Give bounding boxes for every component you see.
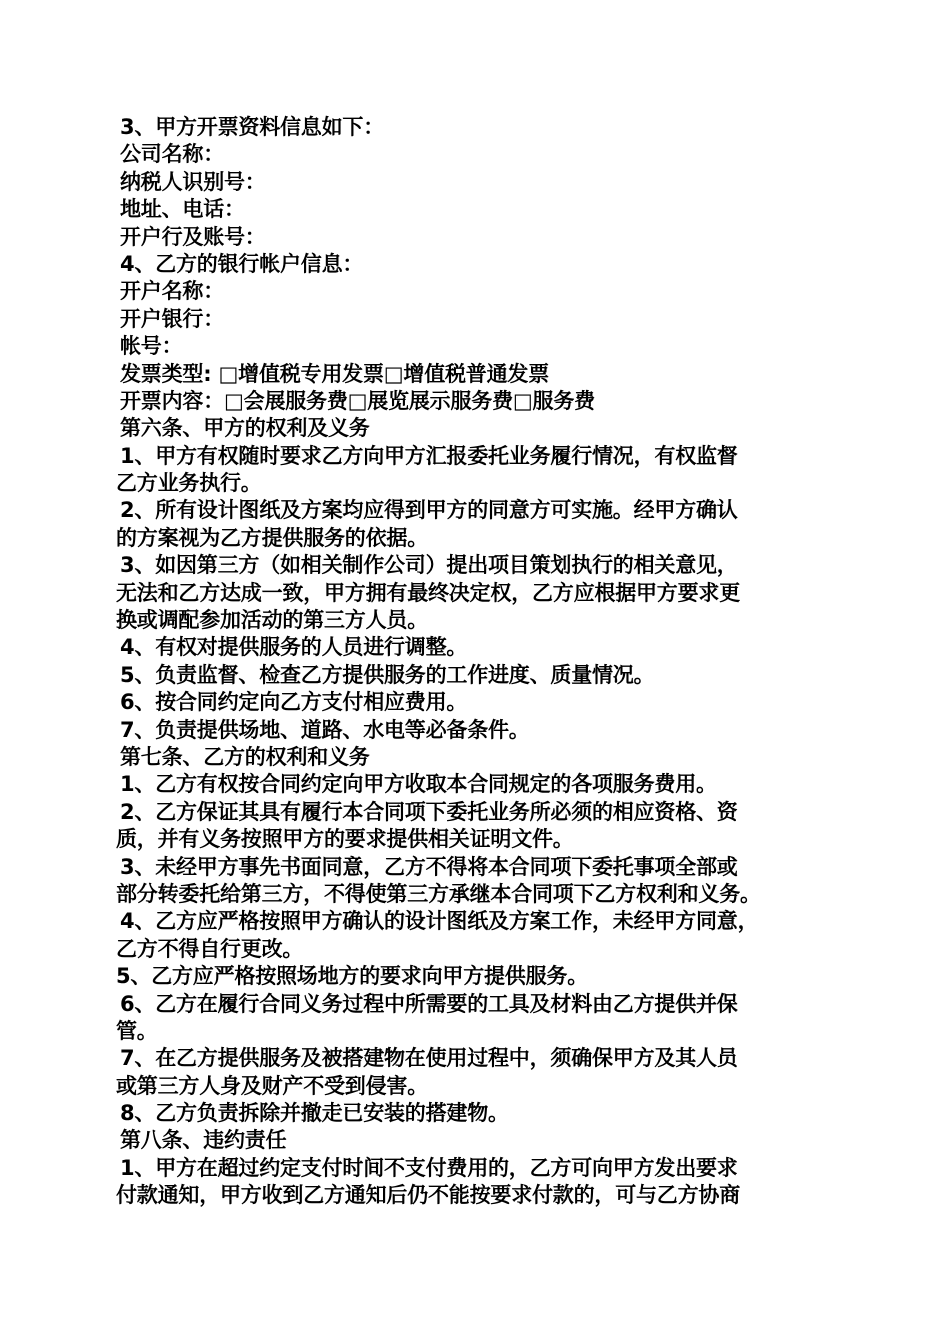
text-line: 无法和乙方达成一致，甲方拥有最终决定权，乙方应根据甲方要求更 [116, 580, 740, 605]
text-line: 乙方不得自行更改。 [116, 936, 304, 961]
text-line: 部分转委托给第三方，不得使第三方承继本合同项下乙方权利和义务。 [116, 881, 761, 906]
text-line: 1、甲方有权随时要求乙方向甲方汇报委托业务履行情况，有权监督 [120, 443, 738, 468]
text-line: 4、乙方的银行帐户信息： [120, 251, 364, 276]
text-line: 质，并有义务按照甲方的要求提供相关证明文件。 [116, 827, 574, 852]
text-line: 4、乙方应严格按照甲方确认的设计图纸及方案工作，未经甲方同意， [120, 909, 759, 934]
text-line: 5、乙方应严格按照场地方的要求向甲方提供服务。 [116, 964, 589, 989]
document-body [116, 114, 846, 1210]
text-line: 7、负责提供场地、道路、水电等必备条件。 [120, 717, 530, 742]
text-line: 公司名称： [120, 142, 224, 167]
text-line: 第八条、违约责任 [120, 1128, 287, 1153]
text-line: 8、乙方负责拆除并撤走已安装的搭建物。 [120, 1101, 509, 1126]
text-line: 地址、电话： [120, 197, 245, 222]
text-line: 开户名称： [120, 279, 224, 304]
text-line: 付款通知，甲方收到乙方通知后仍不能按要求付款的，可与乙方协商 [116, 1183, 740, 1208]
text-line: 1、甲方在超过约定支付时间不支付费用的，乙方可向甲方发出要求 [120, 1155, 738, 1180]
text-line: 第六条、甲方的权利及义务 [120, 416, 370, 441]
text-line: 的方案视为乙方提供服务的依据。 [116, 525, 428, 550]
text-line: 或第三方人身及财产不受到侵害。 [116, 1073, 428, 1098]
text-line: 6、乙方在履行合同义务过程中所需要的工具及材料由乙方提供并保 [120, 991, 738, 1016]
text-line: 乙方业务执行。 [116, 471, 262, 496]
text-line: 3、如因第三方（如相关制作公司）提出项目策划执行的相关意见， [120, 553, 738, 578]
text-line: 纳税人识别号： [120, 169, 266, 194]
text-line: 3、未经甲方事先书面同意，乙方不得将本合同项下委托事项全部或 [120, 854, 738, 879]
text-line: 6、按合同约定向乙方支付相应费用。 [120, 690, 468, 715]
text-line: 5、负责监督、检查乙方提供服务的工作进度、质量情况。 [120, 662, 655, 687]
text-line: 4、有权对提供服务的人员进行调整。 [120, 635, 468, 660]
text-line: 换或调配参加活动的第三方人员。 [116, 608, 428, 633]
text-line: 管。 [116, 1018, 158, 1043]
text-line: 开票内容：□会展服务费□展览展示服务费□服务费 [120, 388, 595, 413]
text-line: 7、在乙方提供服务及被搭建物在使用过程中，须确保甲方及其人员 [120, 1046, 738, 1071]
text-line: 2、所有设计图纸及方案均应得到甲方的同意方可实施。经甲方确认 [120, 498, 738, 523]
text-line: 3、甲方开票资料信息如下： [120, 115, 385, 139]
text-line: 1、乙方有权按合同约定向甲方收取本合同规定的各项服务费用。 [120, 772, 717, 797]
text-line: 发票类型: □增值税专用发票□增值税普通发票 [120, 361, 549, 386]
text-line: 开户银行： [120, 306, 224, 331]
text-line: 2、乙方保证其具有履行本合同项下委托业务所必须的相应资格、资 [120, 799, 738, 824]
text-line: 帐号： [120, 334, 183, 359]
text-line: 第七条、乙方的权利和义务 [120, 744, 370, 769]
text-line: 开户行及账号： [120, 224, 266, 249]
